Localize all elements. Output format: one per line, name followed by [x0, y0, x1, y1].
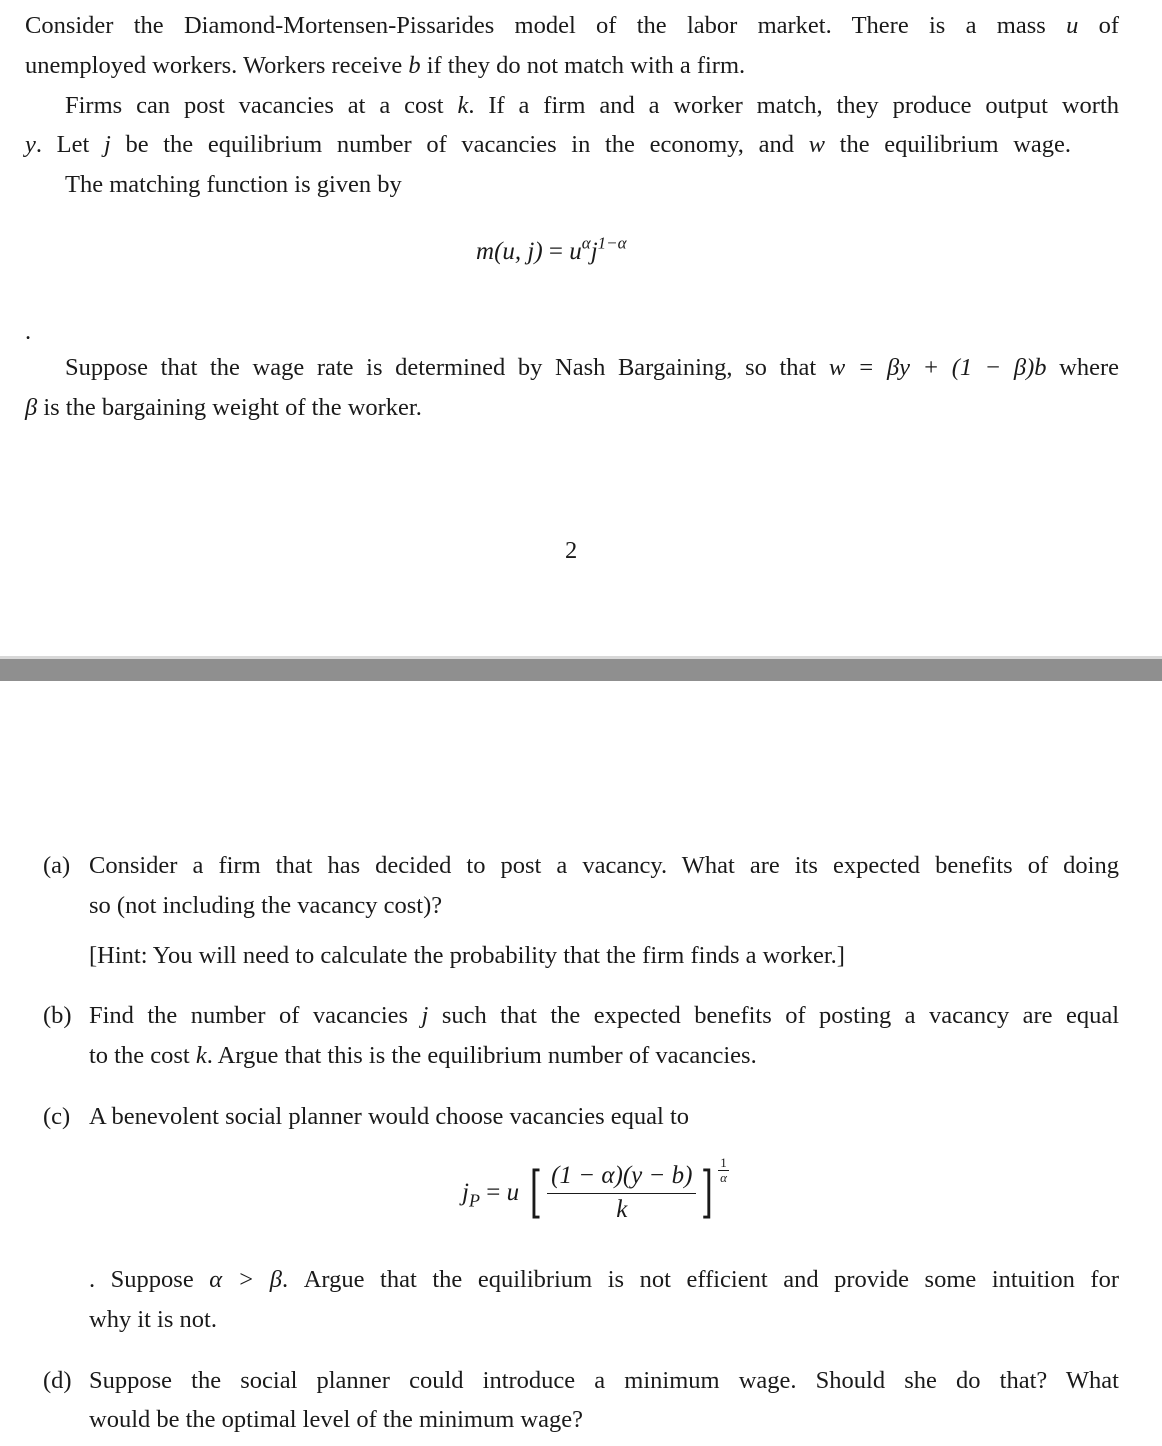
planner-exponent: $\frac{1}{\alpha}$ — [720, 1155, 727, 1186]
part-c-label: (c) — [43, 1103, 71, 1130]
para3: The matching function is given by — [65, 171, 402, 198]
part-a-hint: [Hint: You will need to calculate the probability that the firm finds a worker.] — [89, 942, 845, 969]
right-bracket: ] — [701, 1160, 714, 1226]
left-bracket: [ — [530, 1160, 543, 1226]
part-b-line1: Find the number of vacancies j such that the expected benefits of posting a vacancy are equal — [89, 1002, 1120, 1029]
part-c-line2: . Suppose α > β. Argue that the equilibrium is not efficient and provide some intuition for — [89, 1266, 1119, 1293]
part-b-label: (b) — [43, 1002, 72, 1029]
para4-line2: β is the bargaining weight of the worker. — [25, 394, 422, 421]
para1-line1: Consider the Diamond-Mortensen-Pissarides model of the labor market. There is a mass u of — [25, 12, 1120, 39]
matching-function-equation: m(u, $j) = u^\alpha j^{1-\alpha}$ — [476, 233, 627, 265]
part-a-line2: so (not including the vacancy cost)? — [89, 892, 443, 919]
part-c-line1: A benevolent social planner would choose vacancies equal to — [89, 1103, 690, 1130]
part-a-line1: Consider a firm that has decided to post a vacancy. What are its expected benefits of doing — [89, 852, 1119, 879]
part-d-label: (d) — [43, 1367, 72, 1394]
para2-line2: y. Let j be the equilibrium number of vacancies in the economy, and w the equilibrium wage. — [25, 131, 1072, 158]
part-c-line3: why it is not. — [89, 1306, 217, 1333]
para4-line1: Suppose that the wage rate is determined by Nash Bargaining, so that w = βy + (1 − β)b where — [65, 354, 1119, 381]
para1-line2: unemployed workers. Workers receive b if they do not match with a firm. — [25, 52, 746, 79]
planner-fraction: $\frac{(1 - \alpha)(y - b)}{k}$ — [547, 1162, 696, 1225]
part-d-line1: Suppose the social planner could introduce a minimum wage. Should she do that? What — [89, 1367, 1119, 1394]
page-number: 2 — [565, 537, 578, 564]
stray-dot: . — [25, 318, 32, 345]
part-d-line2: would be the optimal level of the minimum wage? — [89, 1406, 583, 1433]
part-b-line2: to the cost k. Argue that this is the equilibrium number of vacancies. — [89, 1042, 757, 1069]
part-a-label: (a) — [43, 852, 71, 879]
para2-line1: Firms can post vacancies at a cost k. If a firm and a worker match, they produce output worth — [65, 92, 1120, 119]
page-divider — [0, 656, 1162, 681]
planner-equation: $j_P = u$ [ $\frac{(1 - \alpha)(y - b)}{k}$ ] $\frac{1}{\alpha}$ — [462, 1155, 727, 1226]
